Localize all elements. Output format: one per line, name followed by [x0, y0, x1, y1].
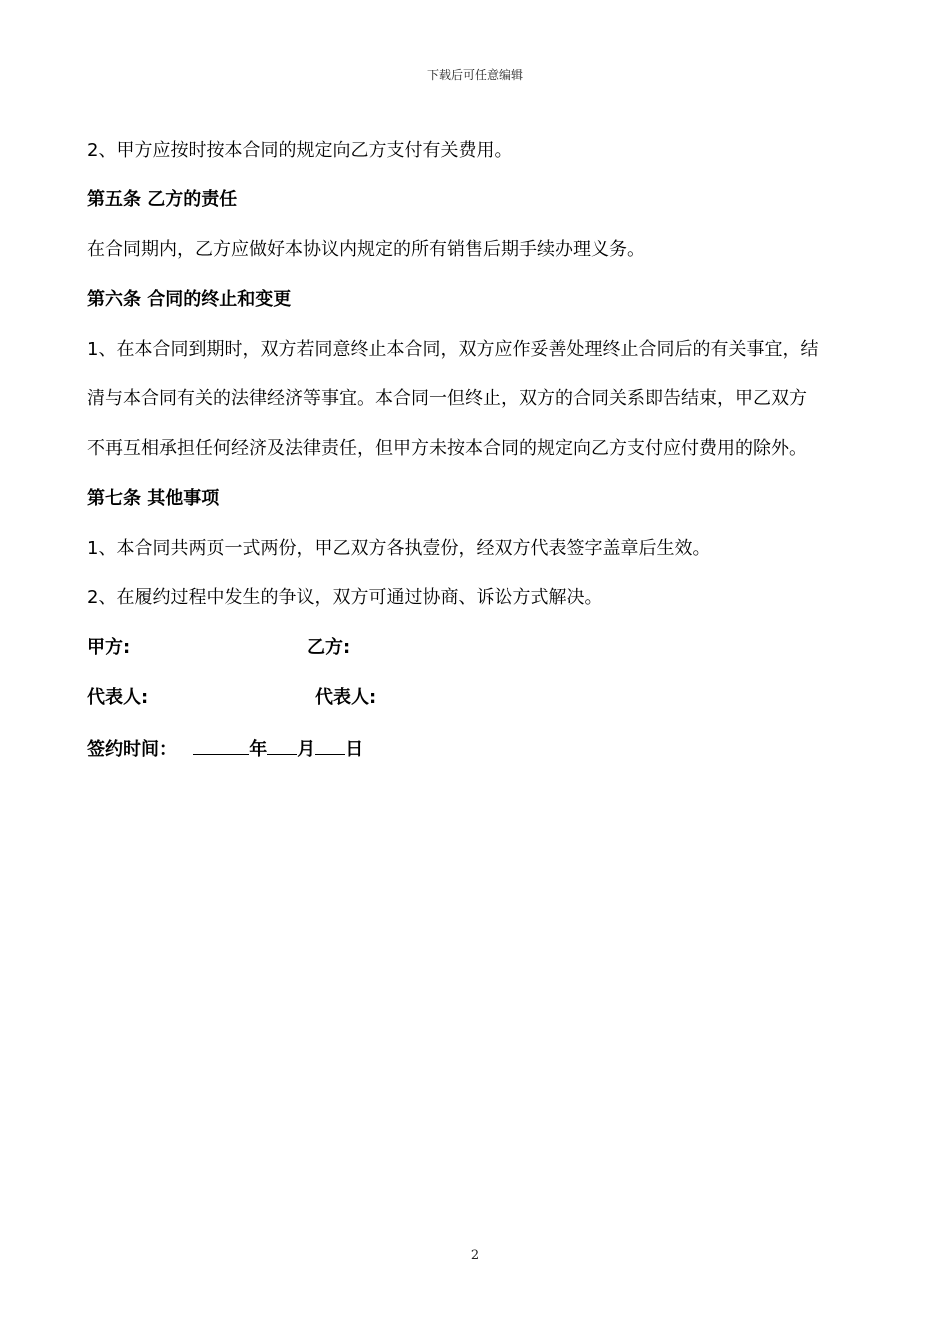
- article-5-heading: 第五条 乙方的责任: [87, 189, 238, 210]
- clause-4-item-2: 2、甲方应按时按本合同的规定向乙方支付有关费用。: [87, 140, 513, 161]
- page-number: 2: [470, 1248, 480, 1263]
- month-label: 月: [297, 739, 316, 760]
- day-blank: [315, 736, 345, 755]
- signing-date-row: [87, 736, 363, 762]
- article-7-item-1: 1、本合同共两页一式两份，甲乙双方各执壹份，经双方代表签字盖章后生效。: [87, 538, 711, 559]
- rep-a-label: 代表人:: [87, 687, 149, 708]
- year-blank: [193, 736, 249, 755]
- page-header: 下载后可任意编辑: [426, 68, 523, 82]
- article-6-item-1-line-2: 清与本合同有关的法律经济等事宜。本合同一但终止，双方的合同关系即告结束，甲乙双方: [87, 388, 807, 409]
- year-label: 年: [249, 739, 268, 760]
- article-5-text: 在合同期内，乙方应做好本协议内规定的所有销售后期手续办理义务。: [87, 239, 645, 260]
- article-7-heading: 第七条 其他事项: [87, 488, 220, 509]
- article-6-item-1-line-1: 1、在本合同到期时，双方若同意终止本合同，双方应作妥善处理终止合同后的有关事宜，结: [87, 339, 819, 360]
- article-6-heading: 第六条 合同的终止和变更: [87, 289, 292, 310]
- date-label: 签约时间：: [87, 739, 177, 760]
- party-b-label: 乙方:: [307, 637, 351, 658]
- article-6-item-1-line-3: 不再互相承担任何经济及法律责任，但甲方未按本合同的规定向乙方支付应付费用的除外。: [87, 438, 807, 459]
- rep-b-label: 代表人:: [315, 687, 377, 708]
- month-blank: [267, 736, 297, 755]
- article-7-item-2: 2、在履约过程中发生的争议，双方可通过协商、诉讼方式解决。: [87, 587, 603, 608]
- day-label: 日: [345, 739, 364, 760]
- party-a-label: 甲方:: [87, 637, 131, 658]
